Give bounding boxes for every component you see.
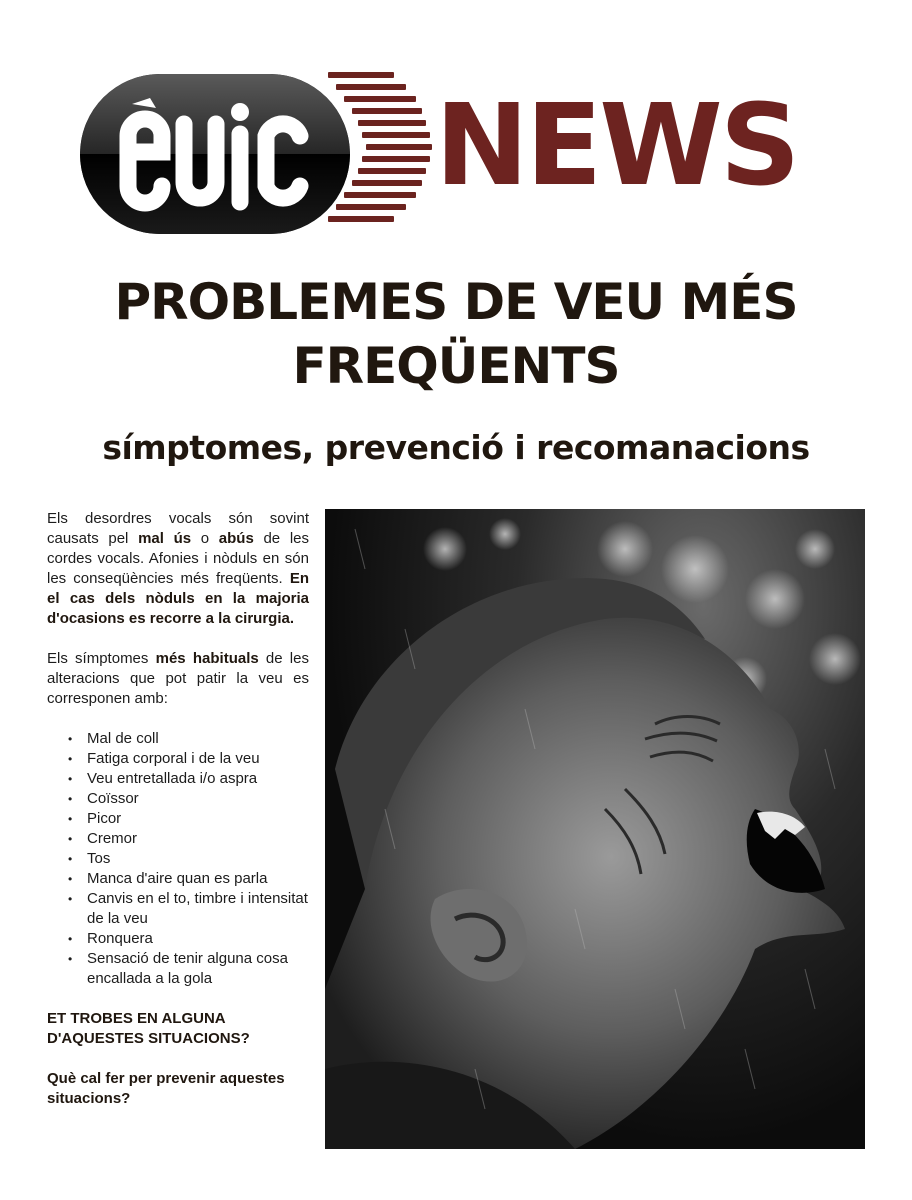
page-subtitle: símptomes, prevenció i recomanacions [102,428,810,467]
evic-logo-letters [80,74,350,234]
list-item: • Canvis en el to, timbre i intensitat de la veu [87,889,309,929]
news-wordmark: NEWS [435,81,798,211]
list-item: • Tos [87,849,309,869]
symptoms-intro-paragraph: Els símptomes més habituals de les alteracions que pot patir la veu es corresponen amb: [47,650,309,707]
symptoms-list [47,729,309,989]
list-item: • Picor [87,809,309,829]
article-text-column [47,509,309,1109]
list-item: • Mal de coll [87,729,309,749]
list-item: • Fatiga corporal i de la veu [87,749,309,769]
photo-illustration [325,509,865,1149]
evic-logo-badge [80,74,350,234]
list-item: • Coïssor [87,789,309,809]
screaming-man-photo [325,509,865,1149]
list-item: • Veu entretallada i/o aspra [87,769,309,789]
speed-stripes-graphic [326,68,436,238]
intro-paragraph: Els desordres vocals són sovint causats pel mal ús o abús de les cordes vocals. Afonies i nòduls en són les conseqüències més freqüents. En el cas dels nòduls en la majoria d'ocasions es recorre a la cirurgia. [47,510,309,627]
question-prevention: Què cal fer per prevenir aquestes situacions? [47,1070,285,1107]
evic-news-logo [80,68,820,238]
list-item: • Manca d'aire quan es parla [87,869,309,889]
list-item: • Ronquera [87,929,309,949]
question-situations: ET TROBES EN ALGUNA D'AQUESTES SITUACIONS? [47,1010,250,1047]
list-item: • Sensació de tenir alguna cosa encallada a la gola [87,949,309,989]
list-item: • Cremor [87,829,309,849]
page-title: PROBLEMES DE VEU MÉS FREQÜENTS [114,273,798,395]
